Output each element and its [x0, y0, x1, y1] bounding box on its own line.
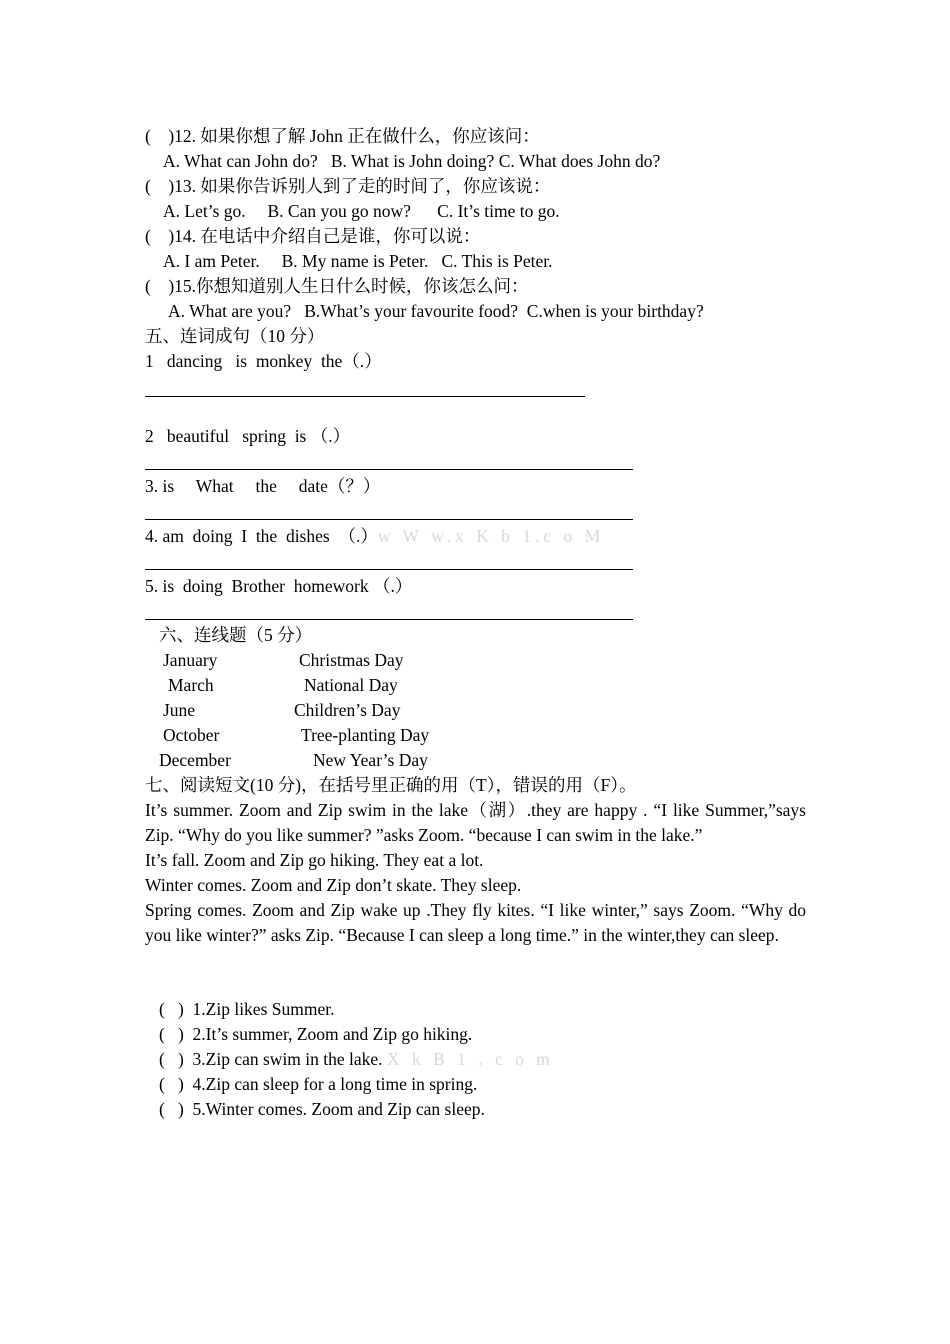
q14-options: A. I am Peter. B. My name is Peter. C. This is Peter.	[163, 251, 553, 271]
statement-3-text: ( ) 3.Zip can swim in the lake.	[159, 1049, 383, 1069]
q13-stem: ( )13. 如果你告诉别人到了走的时间了，你应该说：	[145, 176, 551, 196]
watermark-text: w W w.x K b 1.c o M	[377, 526, 605, 546]
statement-3	[159, 1047, 554, 1072]
passage-paragraph-4: Spring comes. Zoom and Zip wake up .They fly kites. “I like winter,” says Zoom. “Why do you like winter?” asks Zip. “Because I can sleep a long time.” in the winter,they can sleep.	[145, 900, 806, 945]
passage-paragraph-1: It’s summer. Zoom and Zip swim in the lake（湖）.they are happy . “I like Summer,”says Zip. “Why do you like summer? ”asks Zoom. “because I can swim in the lake.”	[145, 800, 806, 845]
statement-5: ( ) 5.Winter comes. Zoom and Zip can sleep.	[159, 1099, 485, 1119]
watermark-text-2: X k B 1 . c o m	[386, 1049, 554, 1069]
answer-line-3	[145, 519, 633, 520]
passage-paragraph-3: Winter comes. Zoom and Zip don’t skate. They sleep.	[145, 875, 522, 895]
q15-options: A. What are you? B.What’s your favourite food? C.when is your birthday?	[168, 301, 704, 321]
section7-title: 七、阅读短文(10 分)，在括号里正确的用（T），错误的用（F）。	[145, 775, 637, 795]
reading-passage	[145, 798, 806, 948]
month-december: December	[159, 750, 231, 770]
holiday-national: National Day	[304, 675, 398, 695]
month-june: June	[163, 700, 196, 720]
month-january: January	[163, 650, 218, 670]
section5-title: 五、连词成句（10 分）	[145, 326, 325, 346]
holiday-christmas: Christmas Day	[299, 650, 404, 670]
q15-stem: ( )15.你想知道别人生日什么时候，你该怎么问：	[145, 276, 529, 296]
answer-line-1	[145, 396, 585, 397]
sentence-item-4-text: 4. am doing I the dishes （.）	[145, 526, 378, 546]
statement-1: ( ) 1.Zip likes Summer.	[159, 999, 335, 1019]
section6-title: 六、连线题（5 分）	[159, 625, 313, 645]
sentence-item-3: 3. is What the date（？）	[145, 476, 381, 496]
month-october: October	[163, 725, 220, 745]
sentence-item-1: 1 dancing is monkey the（.）	[145, 351, 382, 371]
q14-stem: ( )14. 在电话中介绍自己是谁，你可以说：	[145, 226, 481, 246]
q13-options: A. Let’s go. B. Can you go now? C. It’s time to go.	[163, 201, 560, 221]
answer-line-4	[145, 569, 633, 570]
month-march: March	[168, 675, 214, 695]
holiday-tree-planting: Tree-planting Day	[301, 725, 430, 745]
answer-line-2	[145, 469, 633, 470]
holiday-new-year: New Year’s Day	[313, 750, 428, 770]
sentence-item-4	[145, 524, 604, 549]
statement-4: ( ) 4.Zip can sleep for a long time in spring.	[159, 1074, 478, 1094]
holiday-childrens: Children’s Day	[294, 700, 401, 720]
passage-paragraph-2: It’s fall. Zoom and Zip go hiking. They eat a lot.	[145, 850, 484, 870]
statement-2: ( ) 2.It’s summer, Zoom and Zip go hiking.	[159, 1024, 473, 1044]
q12-stem: ( )12. 如果你想了解 John 正在做什么，你应该问：	[145, 126, 540, 146]
sentence-item-5: 5. is doing Brother homework （.）	[145, 576, 413, 596]
sentence-item-2: 2 beautiful spring is （.）	[145, 426, 351, 446]
answer-line-5	[145, 619, 633, 620]
q12-options: A. What can John do? B. What is John doing? C. What does John do?	[163, 151, 661, 171]
